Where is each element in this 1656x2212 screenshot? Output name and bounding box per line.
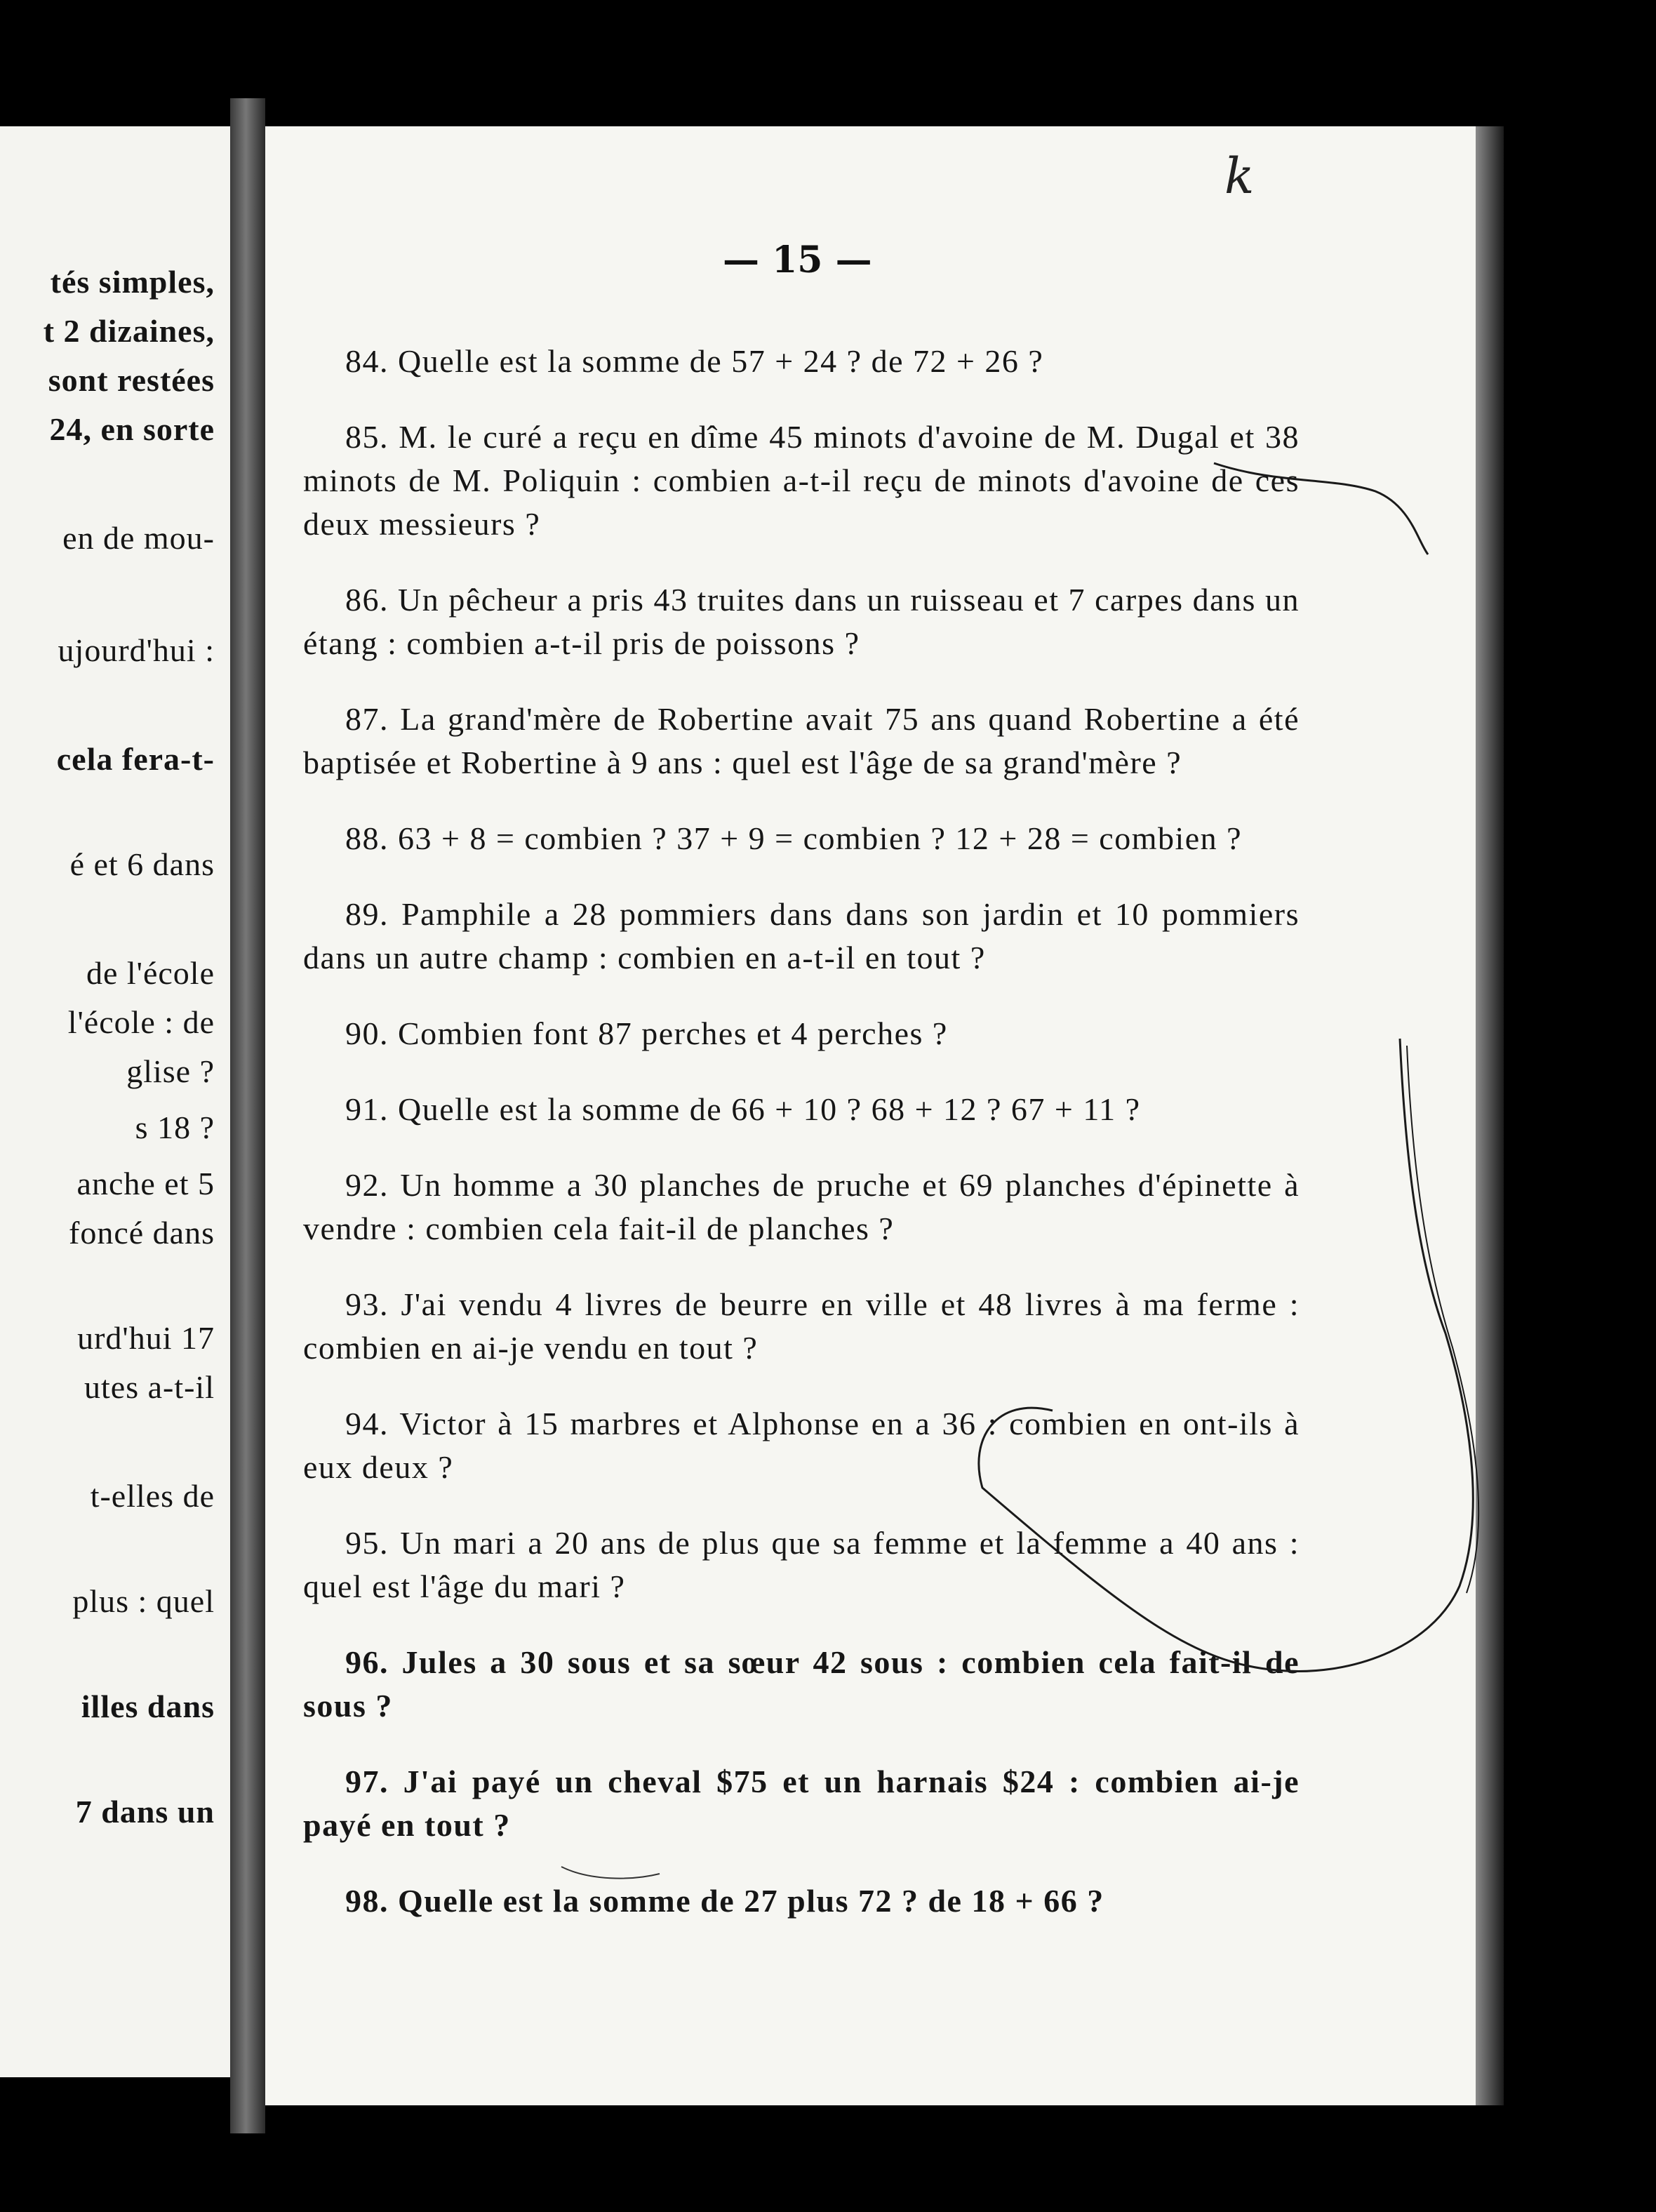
left-page-line: é et 6 dans bbox=[69, 846, 215, 882]
problem-84: 84. Quelle est la somme de 57 + 24 ? de 72 + 26 ? bbox=[345, 343, 1044, 379]
problem-93: 93. J'ai vendu 4 livres de beurre en ville et 48 livres à ma ferme : combien en ai-je vendu en tout ? bbox=[303, 1286, 1300, 1366]
left-page-line: s 18 ? bbox=[135, 1110, 215, 1145]
problem-90: 90. Combien font 87 perches et 4 perches ? bbox=[345, 1015, 948, 1051]
pen-stroke-top bbox=[1214, 463, 1428, 554]
left-page-line: illes dans bbox=[81, 1688, 215, 1724]
problem-92: 92. Un homme a 30 planches de pruche et 69 planches d'épinette à vendre : combien cela fait-il de planches ? bbox=[303, 1167, 1300, 1246]
problem-85: 85. M. le curé a reçu en dîme 45 minots d'avoine de M. Dugal et 38 minots de M. Poliquin : combien a-t-il reçu de minots d'avoine de ces deux messieurs ? bbox=[303, 419, 1300, 542]
left-page-line: ujourd'hui : bbox=[58, 632, 215, 668]
left-page-line: 7 dans un bbox=[75, 1794, 215, 1830]
problem-96: 96. Jules a 30 sous et sa sœur 42 sous : combien cela fait-il de sous ? bbox=[303, 1644, 1300, 1724]
left-page-line: utes a-t-il bbox=[84, 1369, 215, 1405]
left-page-line: urd'hui 17 bbox=[77, 1320, 215, 1356]
problem-88: 88. 63 + 8 = combien ? 37 + 9 = combien ? 12 + 28 = combien ? bbox=[345, 820, 1243, 856]
pen-loop-stroke bbox=[979, 1039, 1473, 1672]
left-page-line: plus : quel bbox=[72, 1583, 215, 1619]
pen-loop-inner bbox=[1407, 1046, 1478, 1593]
margin-mark: k bbox=[1224, 147, 1255, 205]
problem-87: 87. La grand'mère de Robertine avait 75 ans quand Robertine a été baptisée et Robertine à 9 ans : quel est l'âge de sa grand'mère ? bbox=[303, 701, 1300, 780]
left-page-line: t-elles de bbox=[90, 1478, 215, 1514]
left-page-line: t 2 dizaines, bbox=[43, 313, 215, 349]
problem-86: 86. Un pêcheur a pris 43 truites dans un ruisseau et 7 carpes dans un étang : combien a-t-il pris de poissons ? bbox=[303, 582, 1300, 661]
left-page-line: en de mou- bbox=[62, 520, 215, 556]
problem-98: 98. Quelle est la somme de 27 plus 72 ? de 18 + 66 ? bbox=[345, 1883, 1104, 1919]
left-page-line: anche et 5 bbox=[76, 1166, 215, 1201]
problem-89: 89. Pamphile a 28 pommiers dans dans son jardin et 10 pommiers dans un autre champ : combien en a-t-il en tout ? bbox=[303, 896, 1300, 975]
left-page-line: 24, en sorte bbox=[49, 411, 215, 447]
left-page-line: tés simples, bbox=[50, 264, 215, 300]
problem-94: 94. Victor à 15 marbres et Alphonse en a 36 : combien en ont-ils à eux deux ? bbox=[303, 1406, 1300, 1485]
left-page-line: l'école : de bbox=[67, 1004, 215, 1040]
problem-91: 91. Quelle est la somme de 66 + 10 ? 68 + 12 ? 67 + 11 ? bbox=[345, 1091, 1141, 1127]
problem-97: 97. J'ai payé un cheval $75 et un harnais $24 : combien ai-je payé en tout ? bbox=[303, 1764, 1300, 1843]
left-page-line: de l'école bbox=[86, 955, 215, 991]
left-page-line: foncé dans bbox=[69, 1215, 215, 1251]
left-page-line: glise ? bbox=[126, 1053, 215, 1089]
left-page-line: sont restées bbox=[48, 362, 215, 398]
problem-95: 95. Un mari a 20 ans de plus que sa femme et la femme a 40 ans : quel est l'âge du mari ? bbox=[303, 1525, 1300, 1604]
page-number: — 15 — bbox=[723, 239, 872, 281]
left-page-line: cela fera-t- bbox=[56, 741, 215, 777]
pen-stroke-bottom bbox=[561, 1867, 660, 1879]
